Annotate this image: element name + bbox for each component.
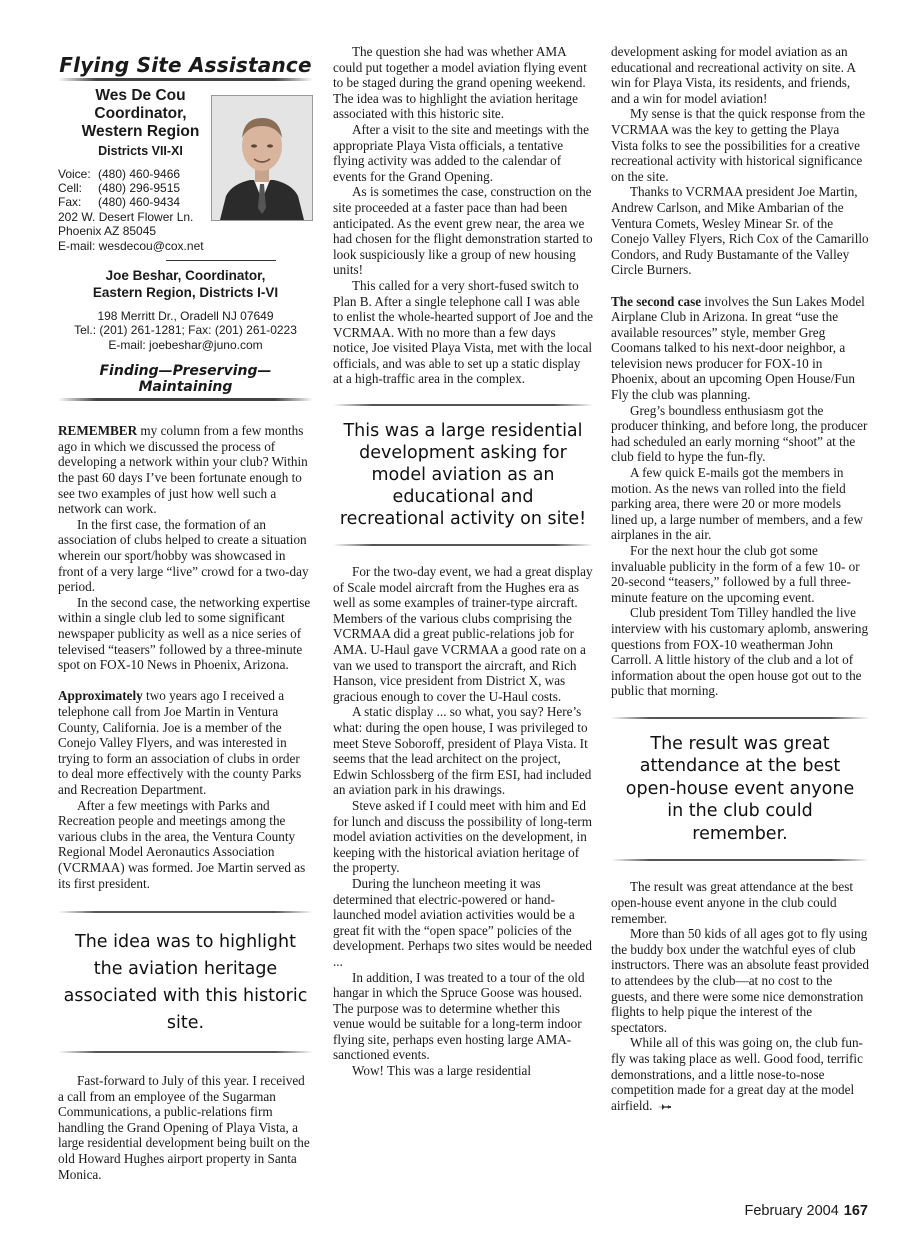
paragraph: During the luncheon meeting it was determined that electric-powered or hand-launched model aviation activities would be a great fit with the “open space” policies of the development. Perhaps two sites would be needed ... bbox=[333, 875, 592, 969]
coordinator-name: Wes De Cou bbox=[95, 86, 186, 104]
western-coordinator bbox=[58, 81, 313, 256]
column-1 bbox=[58, 44, 313, 1182]
eastern-coordinator-name: Joe Beshar, Coordinator, bbox=[105, 267, 266, 283]
paragraph: In the second case, the networking expertise within a single club led to some significant newspaper publicity as well as a nice series of televised “teasers” followed by a three-minute spot on FOX-10 News in Phoenix, Arizona. bbox=[58, 594, 311, 673]
coordinator-role: Coordinator, bbox=[94, 104, 187, 122]
pullquote-rule-top bbox=[611, 717, 869, 719]
eastern-contact bbox=[58, 309, 313, 353]
eastern-coordinator bbox=[58, 267, 313, 301]
paragraph: In addition, I was treated to a tour of the old hangar in which the Spruce Goose was housed. The purpose was to determine whether this venue would be suitable for a long-term indoor flying site, perhaps even hosting large AMA-sanctioned events. bbox=[333, 969, 585, 1063]
paragraph: Club president Tom Tilley handled the live interview with his customary aplomb, answering questions from FOX-10 weatherman John Carroll. A little history of the club and a lot of information about the open house got out to the public that morning. bbox=[611, 605, 869, 699]
paragraph: After a visit to the site and meetings with the appropriate Playa Vista officials, a tentative flying activity was added to the calendar of events for the Grand Opening. bbox=[333, 121, 589, 184]
coordinator-districts: Districts VII-XI bbox=[98, 143, 183, 158]
paragraph: This called for a very short-fused switch to Plan B. After a single telephone call I was able to enlist the whole-hearted support of Joe and the VCRMAA. With no more than a few days notice, Joe visited Playa Vista, met with the local officials, and was able to set up a static display at a high-traffic area in the complex. bbox=[333, 277, 594, 387]
pullquote: The idea was to highlight the aviation heritage associated with this historic site. bbox=[63, 932, 308, 1034]
paragraph: Steve asked if I could meet with him and Ed for lunch and discuss the possibility of long-term model aviation activities on the development, in keeping with the historical aviation heritage of the property. bbox=[333, 797, 592, 876]
tagline-rule bbox=[58, 398, 313, 401]
email-line: E-mail: wesdecou@cox.net bbox=[58, 238, 204, 253]
paragraph: development asking for model aviation as an educational and recreational activity on site. A win for Playa Vista, its residents, and friends, and a win for model aviation! bbox=[611, 44, 856, 106]
pullquote-rule-bottom bbox=[611, 859, 869, 861]
paragraph: The question she had was whether AMA could put together a model aviation flying event to be staged during the grand opening weekend. The idea was to highlight the aviation heritage associated with this historic site. bbox=[333, 44, 587, 122]
eastern-email: E-mail: joebeshar@juno.com bbox=[108, 337, 263, 352]
column-2 bbox=[333, 44, 593, 1079]
paragraph: Thanks to VCRMAA president Joe Martin, Andrew Carlson, and Mike Ambarian of the Ventura Comets, Wesley Minear Sr. of the Conejo Valley Flyers, Rich Cox of the Camarillo Condors, and Rudy Bustamante of the Valley Circle Burners. bbox=[611, 184, 869, 278]
coordinator-photo bbox=[211, 95, 313, 221]
pullquote-rule-bottom bbox=[333, 544, 593, 546]
paragraph: More than 50 kids of all ages got to fly using the buddy box under the watchful eyes of club instructors. There was an absolute feast provided to attendees by the club—at no cost to the guests, and there were some nice demonstration flights to help pique the interest of the spectators. bbox=[611, 926, 869, 1035]
cell-line: Cell: (480) 296-9515 bbox=[58, 181, 181, 195]
issue-date: February 2004 bbox=[744, 1203, 839, 1219]
coordinator-region: Western Region bbox=[81, 122, 200, 140]
address-line-2: Phoenix AZ 85045 bbox=[58, 224, 157, 239]
divider bbox=[166, 260, 276, 261]
pullquote: This was a large residential development asking for model aviation as an educational and recreational activity on site! bbox=[339, 421, 587, 530]
section-title: Flying Site Assistance bbox=[59, 53, 312, 77]
eastern-coordinator-region: Eastern Region, Districts I-VI bbox=[92, 284, 279, 300]
paragraph: My sense is that the quick response from the VCRMAA was the key to getting the Playa Vista folks to see the possibilities for a creative recreational activity with historical significance on the site. bbox=[611, 106, 866, 184]
voice-line: Voice: (480) 460-9466 bbox=[58, 166, 181, 181]
pullquote: The result was great attendance at the best open-house event anyone in the club could remember. bbox=[625, 733, 855, 844]
eastern-address: 198 Merritt Dr., Oradell NJ 07649 bbox=[97, 308, 274, 323]
pullquote-rule-top bbox=[333, 404, 593, 406]
paragraph: Approximately two years ago I received a telephone call from Joe Martin in Ventura County, California. Joe is a member of the Conejo Valley Flyers, and was interested in trying to form an association of clubs in order to deal more effectively with the county Parks and Recreation Department. bbox=[58, 688, 302, 797]
pullquote-rule-bottom bbox=[58, 1051, 313, 1053]
airplane-icon bbox=[656, 1103, 672, 1111]
paragraph: For the next hour the club got some invaluable publicity in the form of a few 10- or 20-second “teasers,” followed by a full three-minute feature on the upcoming event. bbox=[611, 543, 860, 605]
fax-line: Fax: (480) 460-9434 bbox=[58, 195, 181, 210]
paragraph: In the first case, the formation of an association of clubs helped to create a situation wherein our sport/hobby was showcased in front of a very large “live” crowd for a two-day period. bbox=[58, 516, 309, 595]
paragraph: For the two-day event, we had a great display of Scale model aircraft from the Hughes era as well as some examples of trainer-type aircraft. Members of the various clubs comprising the VCRMAA did a great public-relations job for AMA. U-Haul gave VCRMAA a good rate on a van we used to transport the aircraft, and Rich Hanson, vice president from District X, was gracious enough to cover the U-Haul costs. bbox=[333, 564, 593, 704]
western-coordinator-name bbox=[58, 87, 223, 141]
portrait-icon bbox=[212, 96, 312, 220]
address-line-1: 202 W. Desert Flower Ln. bbox=[58, 209, 194, 224]
page-number: 167 bbox=[843, 1203, 868, 1219]
paragraph: The result was great attendance at the best open-house event anyone in the club could remember. bbox=[611, 879, 853, 926]
column-3 bbox=[611, 44, 869, 1113]
paragraph: After a few meetings with Parks and Recreation people and meetings among the various clubs in the area, the Ventura County Regional Model Aeronautics Association (VCRMAA) was formed. Joe Martin served as its first president. bbox=[58, 797, 306, 891]
eastern-phone: Tel.: (201) 261-1281; Fax: (201) 261-0223 bbox=[74, 323, 297, 338]
paragraph: A static display ... so what, you say? Here’s what: during the open house, I was privileged to meet Steve Soboroff, president of Playa Vista. It seems that the lead architect on the project, Edwin Schlossberg of the firm ESI, had included an aviation park in his drawings. bbox=[333, 704, 592, 798]
paragraph: While all of this was going on, the club fun-fly was taking place as well. Good food, terrific demonstrations, and a little nose-to-nose competition made for a great day at the model airfield. bbox=[611, 1035, 863, 1113]
tagline: Finding—Preserving—Maintaining bbox=[99, 363, 272, 395]
page-footer bbox=[744, 1203, 868, 1219]
paragraph: Fast-forward to July of this year. I received a call from an employee of the Sugarman Communications, a public-relations firm handling the Grand Opening of Playa Vista, a large residential development being built on the old Howard Hughes airport property in Santa Monica. bbox=[58, 1073, 310, 1182]
paragraph: REMEMBER my column from a few months ago in which we discussed the process of developing a network within your club? Within the past 60 days I’ve been fortunate enough to see two examples of just how well such a network can work. bbox=[58, 423, 308, 517]
paragraph: Wow! This was a large residential bbox=[352, 1063, 531, 1079]
pullquote-rule-top bbox=[58, 911, 313, 913]
paragraph: Greg’s boundless enthusiasm got the producer thinking, and before long, the producer had scheduled an early morning “shoot” at the club field to hype the fun-fly. bbox=[611, 402, 868, 465]
paragraph: The second case involves the Sun Lakes Model Airplane Club in Arizona. In great “use the available resources” style, member Greg Coomans talked to his next-door neighbor, a television news producer for FOX-10 in Phoenix, about an upcoming Open House/Fun Fly the club was planning. bbox=[611, 293, 865, 403]
paragraph: As is sometimes the case, construction on the site proceeded at a faster pace than had been anticipated. As the event grew near, the area we had chosen for the flight demonstration started to look suspiciously like a group of new housing units! bbox=[333, 184, 593, 278]
paragraph: A few quick E-mails got the members in motion. As the news van rolled into the field parking area, there were 20 or more models lined up, a large number of members, and a few airplanes in the air. bbox=[611, 465, 864, 543]
